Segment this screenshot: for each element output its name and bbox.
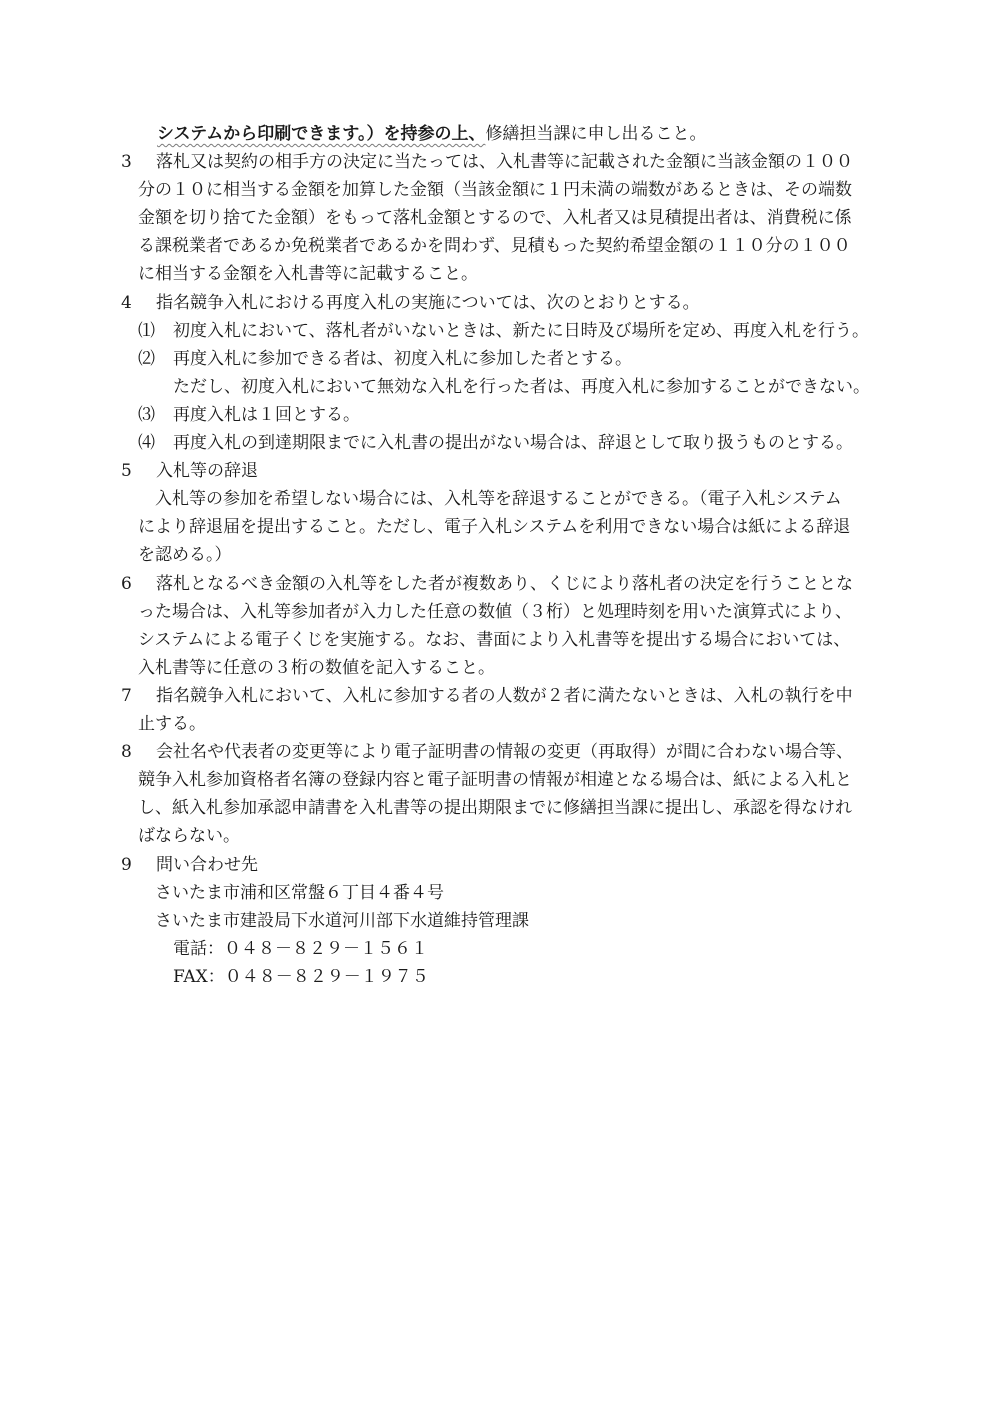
section-7-line-1: 7 指名競争入札において、入札に参加する者の人数が２者に満たないときは、入札の執行を中 xyxy=(121,686,853,706)
section-3-line-1: 3 落札又は契約の相手方の決定に当たっては、入札書等に記載された金額に当該金額の１００ xyxy=(121,152,853,172)
section-9-title: 9 問い合わせ先 xyxy=(121,855,258,875)
phone-number: ０４８－８２９－１５６１ xyxy=(224,939,428,959)
section-6-line-1: 6 落札となるべき金額の入札等をした者が複数あり、くじにより落札者の決定を行うこととな xyxy=(121,574,853,594)
contact-department: さいたま市建設局下水道河川部下水道維持管理課 xyxy=(155,911,529,931)
section-number: 6 xyxy=(121,574,132,594)
section-number: 7 xyxy=(121,686,132,706)
section-3-line-5: に相当する金額を入札書等に記載すること。 xyxy=(138,264,478,284)
section-3-line-4: る課税業者であるか免税業者であるかを問わず、見積もった契約希望金額の１１０分の１００ xyxy=(138,236,851,256)
sub-marker: ⑶ xyxy=(138,405,155,425)
fax-number: ０４８－８２９－１９７５ xyxy=(224,967,429,987)
section-8-line-4: ばならない。 xyxy=(138,826,240,846)
section-4-title: 4 指名競争入札における再度入札の実施については、次のとおりとする。 xyxy=(121,293,700,313)
sub-marker: ⑵ xyxy=(138,349,155,369)
section-4-item-4: ⑷ 再度入札の到達期限までに入札書の提出がない場合は、辞退として取り扱うものとする。 xyxy=(138,433,853,453)
contact-fax xyxy=(173,965,429,989)
section-5-line-1: 入札等の参加を希望しない場合には、入札等を辞退することができる。（電子入札システム xyxy=(155,489,842,509)
section-number: 3 xyxy=(121,152,132,172)
section-5-line-2: により辞退届を提出すること。ただし、電子入札システムを利用できない場合は紙による辞退 xyxy=(138,517,851,537)
section-4-item-2-note: ただし、初度入札において無効な入札を行った者は、再度入札に参加することができない。 xyxy=(173,377,870,397)
fax-label: FAX： xyxy=(173,967,225,987)
intro-emphasis: システムから印刷できます。）を持参の上、 xyxy=(157,124,486,144)
section-6-line-4: 入札書等に任意の３桁の数値を記入すること。 xyxy=(138,658,495,678)
sub-marker: ⑴ xyxy=(138,321,155,341)
section-4-item-1: ⑴ 初度入札において、落札者がいないときは、新たに日時及び場所を定め、再度入札を行う。 xyxy=(138,321,869,341)
section-number: 4 xyxy=(121,293,132,313)
intro-line xyxy=(157,122,706,146)
section-8-line-1: 8 会社名や代表者の変更等により電子証明書の情報の変更（再取得）が間に合わない場合等、 xyxy=(121,742,853,762)
section-6-line-3: システムによる電子くじを実施する。なお、書面により入札書等を提出する場合においては、 xyxy=(138,630,851,650)
section-5-line-3: を認める。） xyxy=(138,545,232,565)
contact-phone xyxy=(173,937,428,961)
contact-address: さいたま市浦和区常盤６丁目４番４号 xyxy=(155,883,444,903)
section-4-item-2: ⑵ 再度入札に参加できる者は、初度入札に参加した者とする。 xyxy=(138,349,632,369)
section-3-line-3: 金額を切り捨てた金額）をもって落札金額とするので、入札者又は見積提出者は、消費税に係 xyxy=(138,208,852,228)
section-8-line-3: し、紙入札参加承認申請書を入札書等の提出期限までに修繕担当課に提出し、承認を得なけれ xyxy=(138,798,852,818)
section-number: 9 xyxy=(121,855,132,875)
section-5-title: 5 入札等の辞退 xyxy=(121,461,258,481)
section-number: 8 xyxy=(121,742,132,762)
section-6-line-2: った場合は、入札等参加者が入力した任意の数値（３桁）と処理時刻を用いた演算式により、 xyxy=(138,602,852,622)
section-3-line-2: 分の１０に相当する金額を加算した金額（当該金額に１円未満の端数があるときは、その端数 xyxy=(138,180,852,200)
phone-label: 電話： xyxy=(173,939,224,959)
intro-rest: 修繕担当課に申し出ること。 xyxy=(485,124,707,144)
section-8-line-2: 競争入札参加資格者名簿の登録内容と電子証明書の情報が相違となる場合は、紙による入札と xyxy=(138,770,852,790)
sub-marker: ⑷ xyxy=(138,433,155,453)
section-4-item-3: ⑶ 再度入札は１回とする。 xyxy=(138,405,360,425)
section-7-line-2: 止する。 xyxy=(138,714,206,734)
section-number: 5 xyxy=(121,461,132,481)
